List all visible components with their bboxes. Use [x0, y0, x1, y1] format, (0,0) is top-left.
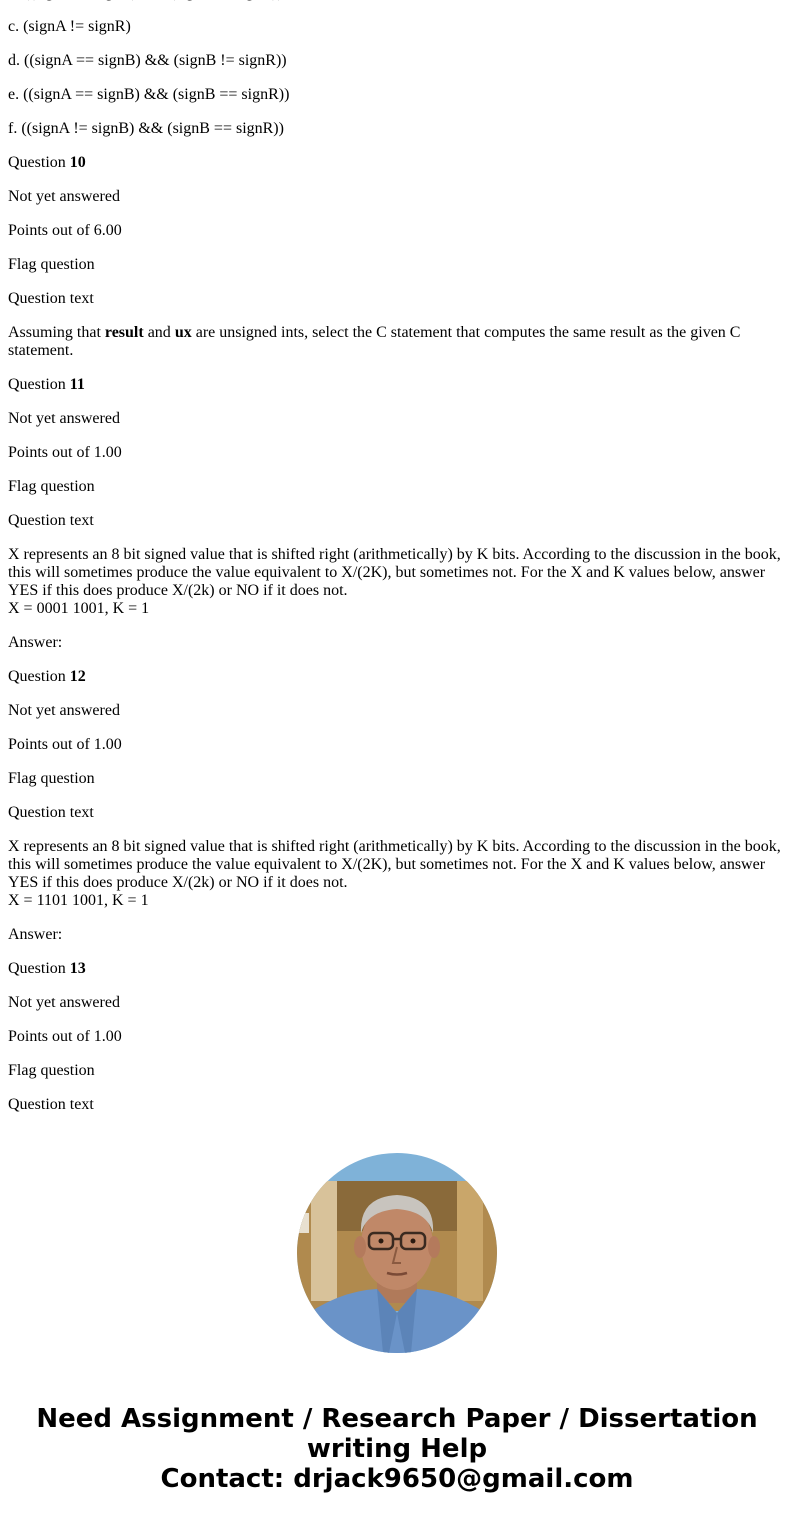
question-text-label: Question text — [8, 512, 94, 529]
question-number: 13 — [69, 960, 86, 977]
answer-option-c[interactable]: c. (signA != signR) — [8, 18, 131, 35]
question-status: Not yet answered — [8, 188, 120, 205]
question-values: X = 0001 1001, K = 1 — [8, 600, 150, 617]
question-body-bold: result — [104, 324, 144, 341]
question-body — [8, 324, 786, 360]
answer-option-f[interactable]: f. ((signA != signB) && (signB == signR)) — [8, 120, 284, 137]
promo-line: Need Assignment / Research Paper / Dissertation — [36, 1404, 758, 1434]
question-text-label: Question text — [8, 290, 94, 307]
answer-option-b[interactable] — [8, 0, 786, 2]
question-heading — [8, 668, 786, 686]
question-values: X = 1101 1001, K = 1 — [8, 892, 149, 909]
question-body — [8, 546, 786, 618]
flag-question-link[interactable]: Flag question — [8, 256, 95, 273]
flag-question-link[interactable]: Flag question — [8, 1062, 95, 1079]
question-prefix: Question — [8, 668, 66, 685]
question-body-text: X represents an 8 bit signed value that is shifted right (arithmetically) by K bits. According to the discussion in the book, this will sometimes produce the value equivalent to X/(2K), but sometimes not. For the X and K values below, answer YES if this does produce X/(2k) or NO if it does not. — [8, 838, 781, 891]
answer-label: Answer: — [8, 634, 63, 651]
question-points: Points out of 1.00 — [8, 1028, 122, 1045]
avatar — [297, 1153, 497, 1353]
answer-option-e[interactable]: e. ((signA == signB) && (signB == signR)) — [8, 86, 290, 103]
question-status: Not yet answered — [8, 994, 120, 1011]
question-number: 10 — [69, 154, 86, 171]
question-body-text: X represents an 8 bit signed value that is shifted right (arithmetically) by K bits. According to the discussion in the book, this will sometimes produce the value equivalent to X/(2K), but sometimes not. For the X and K values below, answer YES if this does produce X/(2k) or NO if it does not. — [8, 546, 781, 599]
question-number: 11 — [69, 376, 85, 393]
question-points: Points out of 1.00 — [8, 736, 122, 753]
promo-banner — [0, 1404, 794, 1494]
question-status: Not yet answered — [8, 410, 120, 427]
question-heading — [8, 376, 786, 394]
promo-line: writing Help — [306, 1434, 488, 1464]
question-prefix: Question — [8, 154, 66, 171]
question-points: Points out of 6.00 — [8, 222, 122, 239]
question-text-label: Question text — [8, 1096, 94, 1113]
flag-question-link[interactable]: Flag question — [8, 770, 95, 787]
answer-label: Answer: — [8, 926, 63, 943]
flag-question-link[interactable]: Flag question — [8, 478, 95, 495]
question-text-label: Question text — [8, 804, 94, 821]
avatar-photo — [297, 1153, 497, 1353]
question-prefix: Question — [8, 960, 66, 977]
quiz-content — [8, 0, 786, 1130]
question-prefix: Question — [8, 376, 66, 393]
question-status: Not yet answered — [8, 702, 120, 719]
question-heading — [8, 154, 786, 172]
question-body-text: Assuming that — [8, 324, 101, 341]
promo-contact: Contact: drjack9650@gmail.com — [160, 1464, 634, 1494]
question-number: 12 — [69, 668, 86, 685]
question-body — [8, 838, 786, 910]
question-points: Points out of 1.00 — [8, 444, 122, 461]
answer-option-d[interactable]: d. ((signA == signB) && (signB != signR)) — [8, 52, 287, 69]
question-heading — [8, 960, 786, 978]
question-body-bold: ux — [174, 324, 192, 341]
question-body-text: and — [147, 324, 171, 341]
question-body-text: are unsigned ints, select the C statement that computes the same result as the given C statement. — [8, 324, 741, 359]
